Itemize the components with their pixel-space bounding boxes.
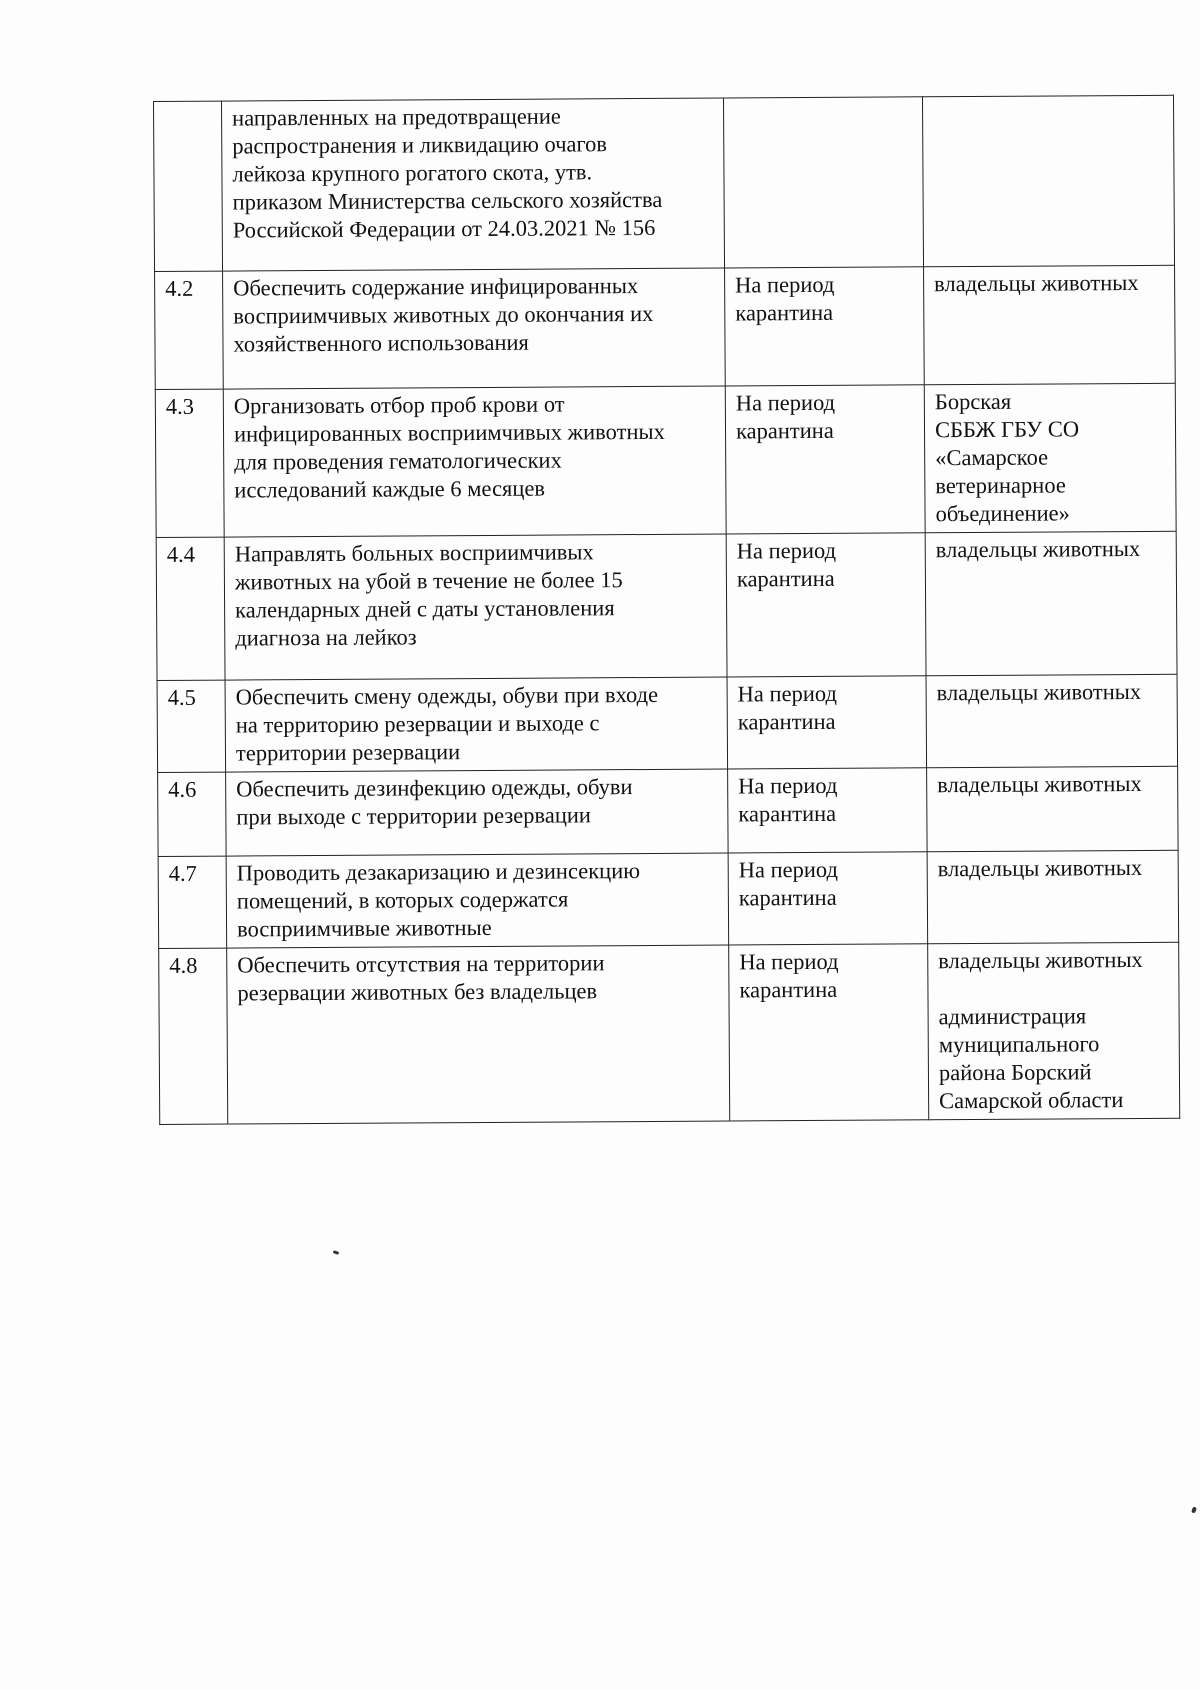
- table-row: [159, 942, 1180, 1124]
- responsible-secondary: администрация муниципального района Борский Самарской области: [938, 1003, 1124, 1114]
- responsible-text: владельцы животных: [924, 265, 1176, 385]
- row-number: [154, 101, 223, 271]
- scan-speck: [333, 1250, 340, 1255]
- measure-text: Обеспечить содержание инфицированных восприимчивых животных до окончания их хозяйственного использования: [223, 268, 726, 389]
- measure-text: Обеспечить отсутствия на территории резервации животных без владельцев: [227, 945, 730, 1124]
- term-text: На период карантина: [729, 944, 929, 1121]
- measure-text: Обеспечить дезинфекцию одежды, обуви при выходе с территории резервации: [226, 769, 729, 856]
- responsible-primary: владельцы животных: [938, 946, 1143, 974]
- responsible-text: [928, 942, 1180, 1120]
- responsible-text: владельцы животных: [927, 850, 1179, 944]
- table-row: [158, 850, 1179, 948]
- table-row: [154, 95, 1175, 271]
- table-row: [156, 531, 1177, 680]
- row-number: 4.2: [155, 271, 224, 389]
- responsible-text: Борская СББЖ ГБУ СО «Самарское ветеринарное объединение»: [924, 383, 1176, 533]
- table-row: [157, 674, 1178, 772]
- term-text: На период карантина: [725, 267, 925, 386]
- measure-text: Направлять больных восприимчивых животных на убой в течение не более 15 календарных дней с даты установления диагноза на лейкоз: [224, 534, 727, 680]
- table-row: [158, 766, 1178, 856]
- table-row: [155, 383, 1176, 537]
- responsible-text: [922, 95, 1174, 267]
- spacer: [938, 974, 1168, 1003]
- term-text: На период карантина: [728, 852, 928, 945]
- responsible-text: владельцы животных: [926, 674, 1178, 768]
- row-number: 4.6: [158, 772, 227, 856]
- term-text: На период карантина: [727, 676, 927, 769]
- measure-text: направленных на предотвращение распространения и ликвидацию очагов лейкоза крупного рогатого скота, утв. приказом Министерства сельского хозяйства Российской Федерации от 24.03.2021 № 156: [222, 98, 725, 271]
- measure-text: Организовать отбор проб крови от инфицированных восприимчивых животных для проведения гематологических исследований каждые 6 месяцев: [223, 386, 726, 537]
- row-number: 4.8: [159, 948, 228, 1124]
- row-number: 4.5: [157, 680, 226, 772]
- scan-speck: [1191, 1506, 1197, 1513]
- term-text: На период карантина: [726, 533, 926, 677]
- term-text: На период карантина: [728, 768, 928, 853]
- responsible-text: владельцы животных: [925, 531, 1177, 676]
- row-number: 4.7: [158, 856, 227, 948]
- term-text: На период карантина: [725, 385, 925, 534]
- term-text: [723, 97, 923, 268]
- row-number: 4.4: [156, 537, 225, 680]
- row-number: 4.3: [155, 389, 224, 537]
- measures-table: [153, 95, 1180, 1125]
- measure-text: Проводить дезакаризацию и дезинсекцию помещений, в которых содержатся восприимчивые животные: [226, 853, 729, 948]
- responsible-text: владельцы животных: [927, 766, 1179, 852]
- measure-text: Обеспечить смену одежды, обуви при входе на территорию резервации и выходе с территории резервации: [225, 677, 728, 772]
- table-row: [155, 265, 1176, 389]
